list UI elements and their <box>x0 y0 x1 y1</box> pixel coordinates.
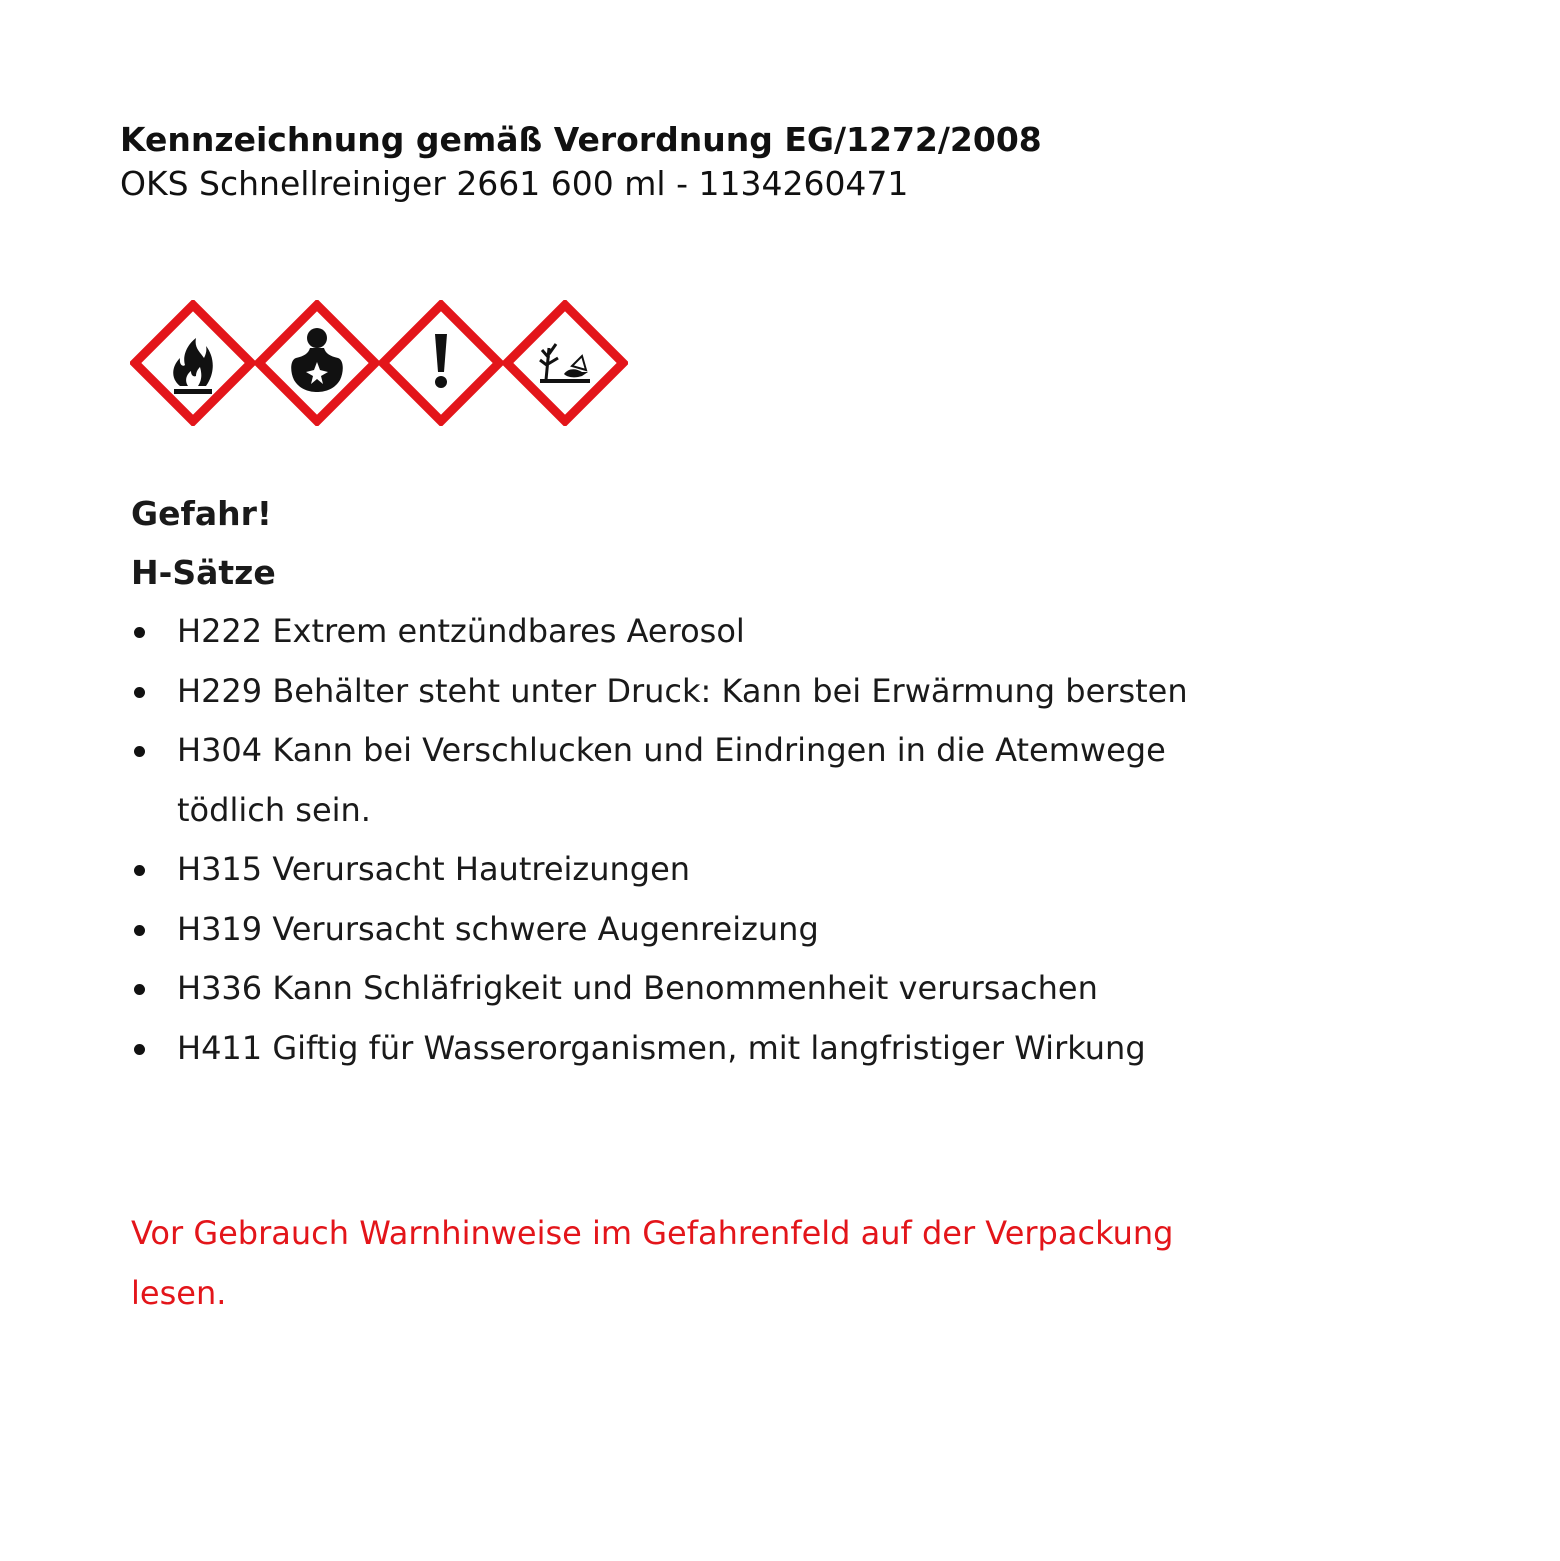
warning-note: Vor Gebrauch Warnhinweise im Gefahrenfeld auf der Verpackung lesen. <box>131 1214 1174 1312</box>
ghs-pictograms <box>130 300 630 428</box>
bullet-icon <box>134 746 145 757</box>
ghs07-exclamation-mark-icon <box>378 300 504 426</box>
ghs08-health-hazard-icon <box>254 300 380 426</box>
bullet-icon <box>134 687 145 698</box>
list-item: H229 Behälter steht unter Druck: Kann bei Erwärmung bersten <box>131 662 1331 722</box>
bullet-icon <box>134 627 145 638</box>
list-item: H315 Verursacht Hautreizungen <box>131 840 1331 900</box>
list-item: H319 Verursacht schwere Augenreizung <box>131 900 1331 960</box>
h-statements-heading: H-Sätze <box>131 553 276 592</box>
list-item: H304 Kann bei Verschlucken und Eindringen in die Atemwege tödlich sein. <box>131 721 1247 840</box>
list-item: H336 Kann Schläfrigkeit und Benommenheit verursachen <box>131 959 1331 1019</box>
h-statements-list <box>131 602 1331 1078</box>
ghs02-flame-icon <box>130 300 256 426</box>
hazard-content <box>131 484 1331 1078</box>
product-subtitle: OKS Schnellreiniger 2661 600 ml - 1134260471 <box>120 164 909 203</box>
bullet-icon <box>134 1044 145 1055</box>
bullet-icon <box>134 925 145 936</box>
list-item: H411 Giftig für Wasserorganismen, mit langfristiger Wirkung <box>131 1019 1331 1079</box>
signal-word: Gefahr! <box>131 494 272 533</box>
bullet-icon <box>134 865 145 876</box>
list-item: H222 Extrem entzündbares Aerosol <box>131 602 1331 662</box>
ghs09-environment-icon <box>502 300 628 426</box>
page-title: Kennzeichnung gemäß Verordnung EG/1272/2008 <box>120 120 1042 159</box>
header <box>120 118 1042 206</box>
bullet-icon <box>134 984 145 995</box>
